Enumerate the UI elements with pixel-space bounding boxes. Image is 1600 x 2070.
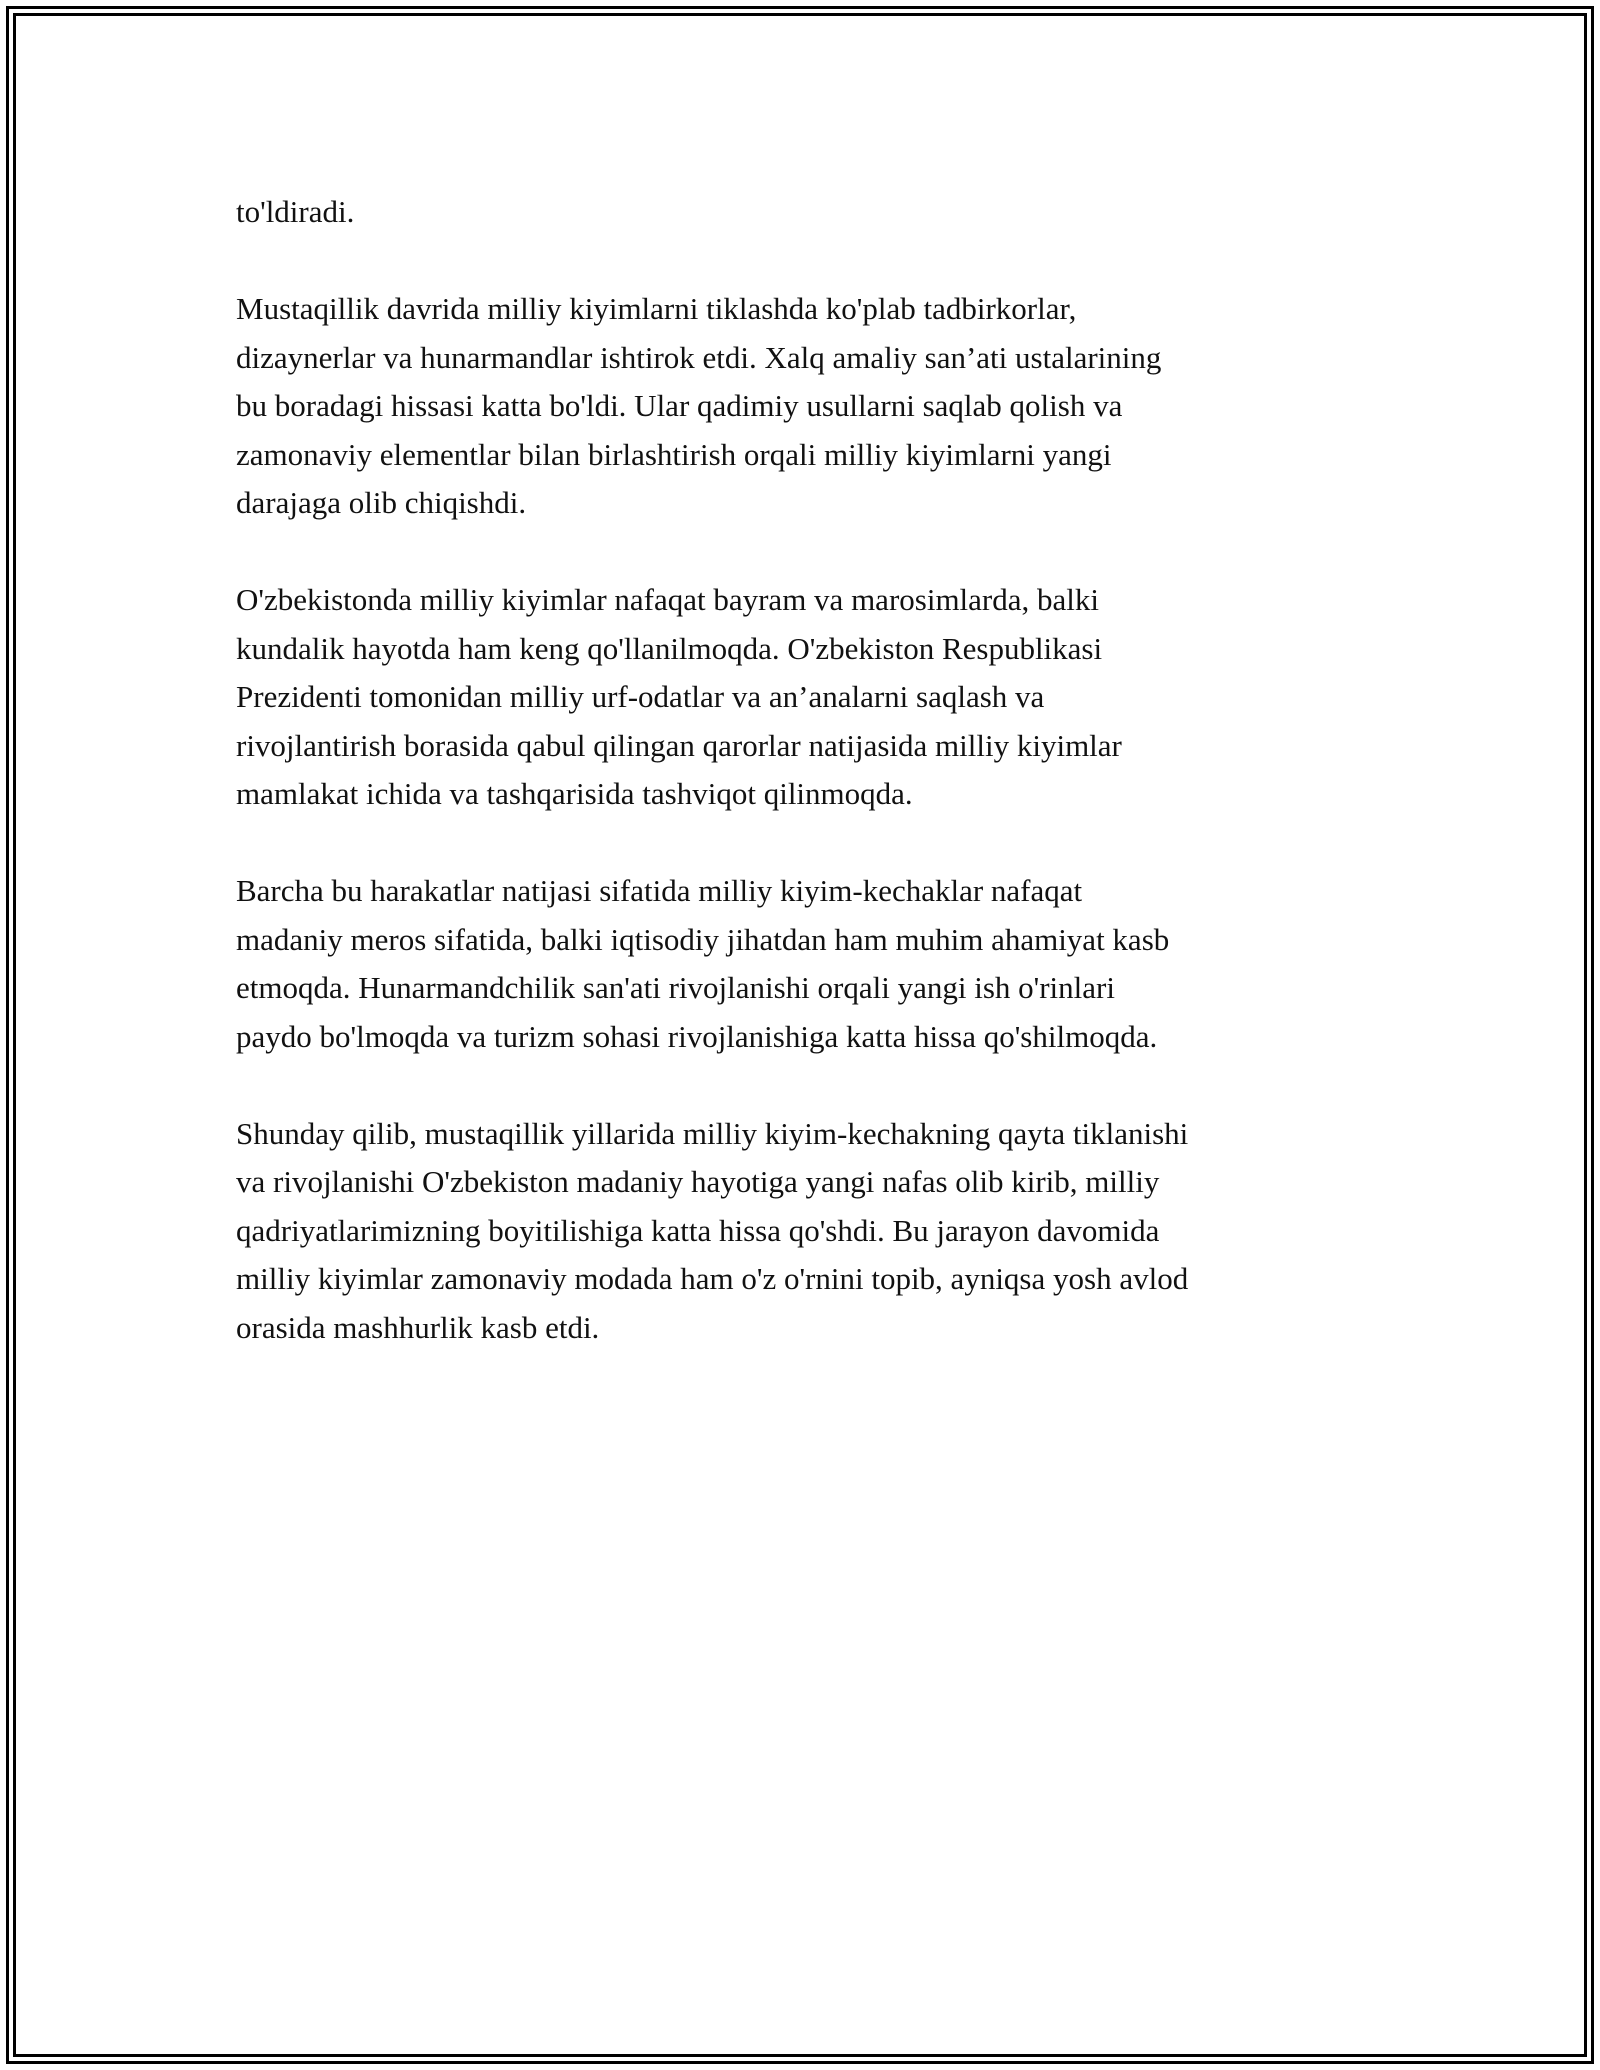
- text-line: bu boradagi hissasi katta bo'ldi. Ular qadimiy usullarni saqlab qolish va: [236, 388, 1123, 423]
- text-line: darajaga olib chiqishdi.: [236, 485, 527, 520]
- text-line: Shunday qilib, mustaqillik yillarida milliy kiyim-kechakning qayta tiklanishi: [236, 1115, 1189, 1151]
- text-line: etmoqda. Hunarmandchilik san'ati rivojlanishi orqali yangi ish o'rinlari: [236, 970, 1115, 1005]
- paragraph-3: [236, 576, 1396, 819]
- text-line: rivojlantirish borasida qabul qilingan qarorlar natijasida milliy kiyimlar: [236, 727, 1122, 763]
- text-line: va rivojlanishi O'zbekiston madaniy hayotiga yangi nafas olib kirib, milliy: [236, 1164, 1160, 1199]
- text-line: orasida mashhurlik kasb etdi.: [236, 1309, 600, 1345]
- paragraph-2: [236, 285, 1396, 528]
- text-line: milliy kiyimlar zamonaviy modada ham o'z o'rnini topib, ayniqsa yosh avlod: [236, 1261, 1189, 1296]
- text-line: O'zbekistonda milliy kiyimlar nafaqat bayram va marosimlarda, balki: [236, 582, 1099, 617]
- text-line: mamlakat ichida va tashqarisida tashviqot qilinmoqda.: [236, 776, 913, 811]
- paragraph-5: [236, 1110, 1396, 1353]
- text-line: Barcha bu harakatlar natijasi sifatida milliy kiyim-kechaklar nafaqat: [236, 873, 1083, 908]
- text-line: to'ldiradi.: [236, 194, 355, 229]
- paragraph-1: [236, 188, 1396, 237]
- text-line: zamonaviy elementlar bilan birlashtirish orqali milliy kiyimlarni yangi: [236, 436, 1112, 472]
- text-line: kundalik hayotda ham keng qo'llanilmoqda. O'zbekiston Respublikasi: [236, 630, 1103, 666]
- text-line: madaniy meros sifatida, balki iqtisodiy jihatdan ham muhim ahamiyat kasb: [236, 921, 1170, 957]
- text-line: Mustaqillik davrida milliy kiyimlarni tiklashda ko'plab tadbirkorlar,: [236, 291, 1077, 326]
- text-line: qadriyatlarimizning boyitilishiga katta hissa qo'shdi. Bu jarayon davomida: [236, 1212, 1160, 1248]
- text-line: dizaynerlar va hunarmandlar ishtirok etdi. Xalq amaliy san’ati ustalarining: [236, 339, 1162, 375]
- document-body: [236, 188, 1396, 1401]
- text-line: paydo bo'lmoqda va turizm sohasi rivojlanishiga katta hissa qo'shilmoqda.: [236, 1018, 1158, 1054]
- text-line: Prezidenti tomonidan milliy urf-odatlar va an’analarni saqlash va: [236, 679, 1045, 714]
- paragraph-4: [236, 867, 1396, 1061]
